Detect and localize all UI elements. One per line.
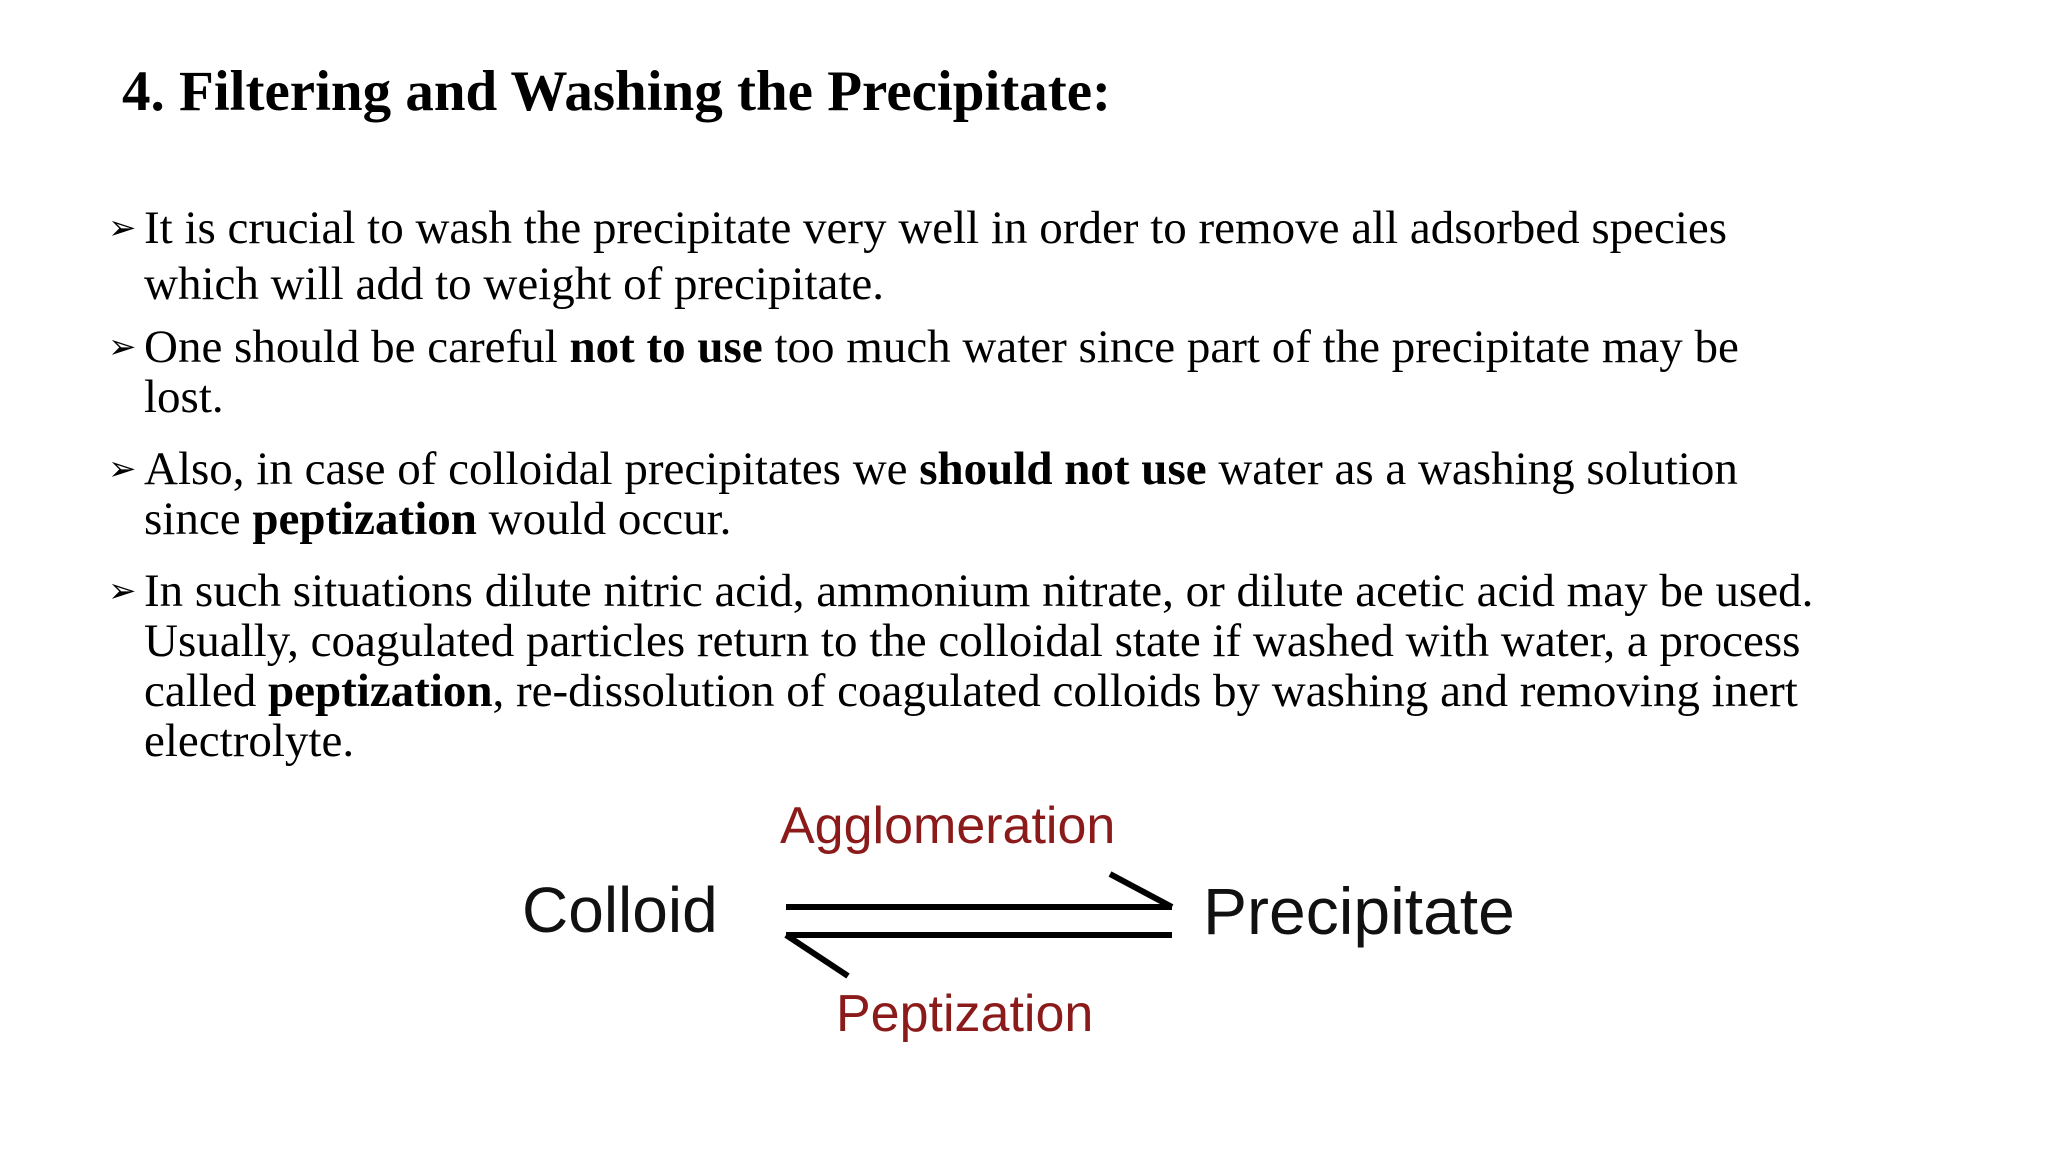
bullet-line <box>144 716 1988 766</box>
bullet-line <box>144 200 1988 256</box>
reverse-process-label: Peptization <box>836 985 1094 1043</box>
emphasis-text: peptization <box>267 665 493 717</box>
bullet-text: Also, in case of colloidal precipitates we <box>144 443 920 495</box>
bullet-line <box>144 616 1988 666</box>
bullet-text: lost. <box>144 371 224 423</box>
reactant-label: Colloid <box>522 874 718 946</box>
bullet-item <box>108 200 1988 312</box>
emphasis-text: not to use <box>569 321 763 373</box>
bullet-text: which will add to weight of precipitate. <box>144 258 885 310</box>
bullet-line <box>144 322 1988 372</box>
bullet-text: , re-dissolution of coagulated colloids by washing and removing inert <box>492 665 1798 717</box>
bullet-text: water as a washing solution <box>1206 443 1738 495</box>
arrow-bullet-icon: ➢ <box>108 449 137 489</box>
bullet-line <box>144 372 1988 422</box>
bullet-line <box>144 256 1988 312</box>
bullet-text: One should be careful <box>144 321 570 373</box>
bullet-text: would occur. <box>476 493 732 545</box>
bullet-item <box>108 444 1988 544</box>
bullet-line <box>144 444 1988 494</box>
arrow-bullet-icon: ➢ <box>108 208 137 248</box>
bullet-item <box>108 566 1988 766</box>
product-label: Precipitate <box>1203 874 1515 948</box>
bullet-text: since <box>144 493 253 545</box>
bullet-text: too much water since part of the precipitate may be <box>762 321 1739 373</box>
bullet-text: electrolyte. <box>144 715 355 767</box>
bullet-line <box>144 666 1988 716</box>
forward-process-label: Agglomeration <box>780 797 1116 855</box>
arrow-bullet-icon: ➢ <box>108 327 137 367</box>
bullet-text: Usually, coagulated particles return to the colloidal state if washed with water, a process <box>144 615 1801 667</box>
bullet-item <box>108 322 1988 422</box>
bullet-line <box>144 494 1988 544</box>
bullet-text: In such situations dilute nitric acid, ammonium nitrate, or dilute acetic acid may be used. <box>144 565 1814 617</box>
bullet-line <box>144 566 1988 616</box>
arrow-bullet-icon: ➢ <box>108 571 137 611</box>
bullet-list <box>108 200 1988 788</box>
slide-title: 4. Filtering and Washing the Precipitate: <box>122 60 1112 123</box>
bullet-text: It is crucial to wash the precipitate very well in order to remove all adsorbed species <box>144 202 1728 254</box>
equilibrium-arrows-icon <box>780 860 1180 990</box>
bullet-text: called <box>144 665 268 717</box>
emphasis-text: should not use <box>919 443 1207 495</box>
emphasis-text: peptization <box>252 493 477 545</box>
